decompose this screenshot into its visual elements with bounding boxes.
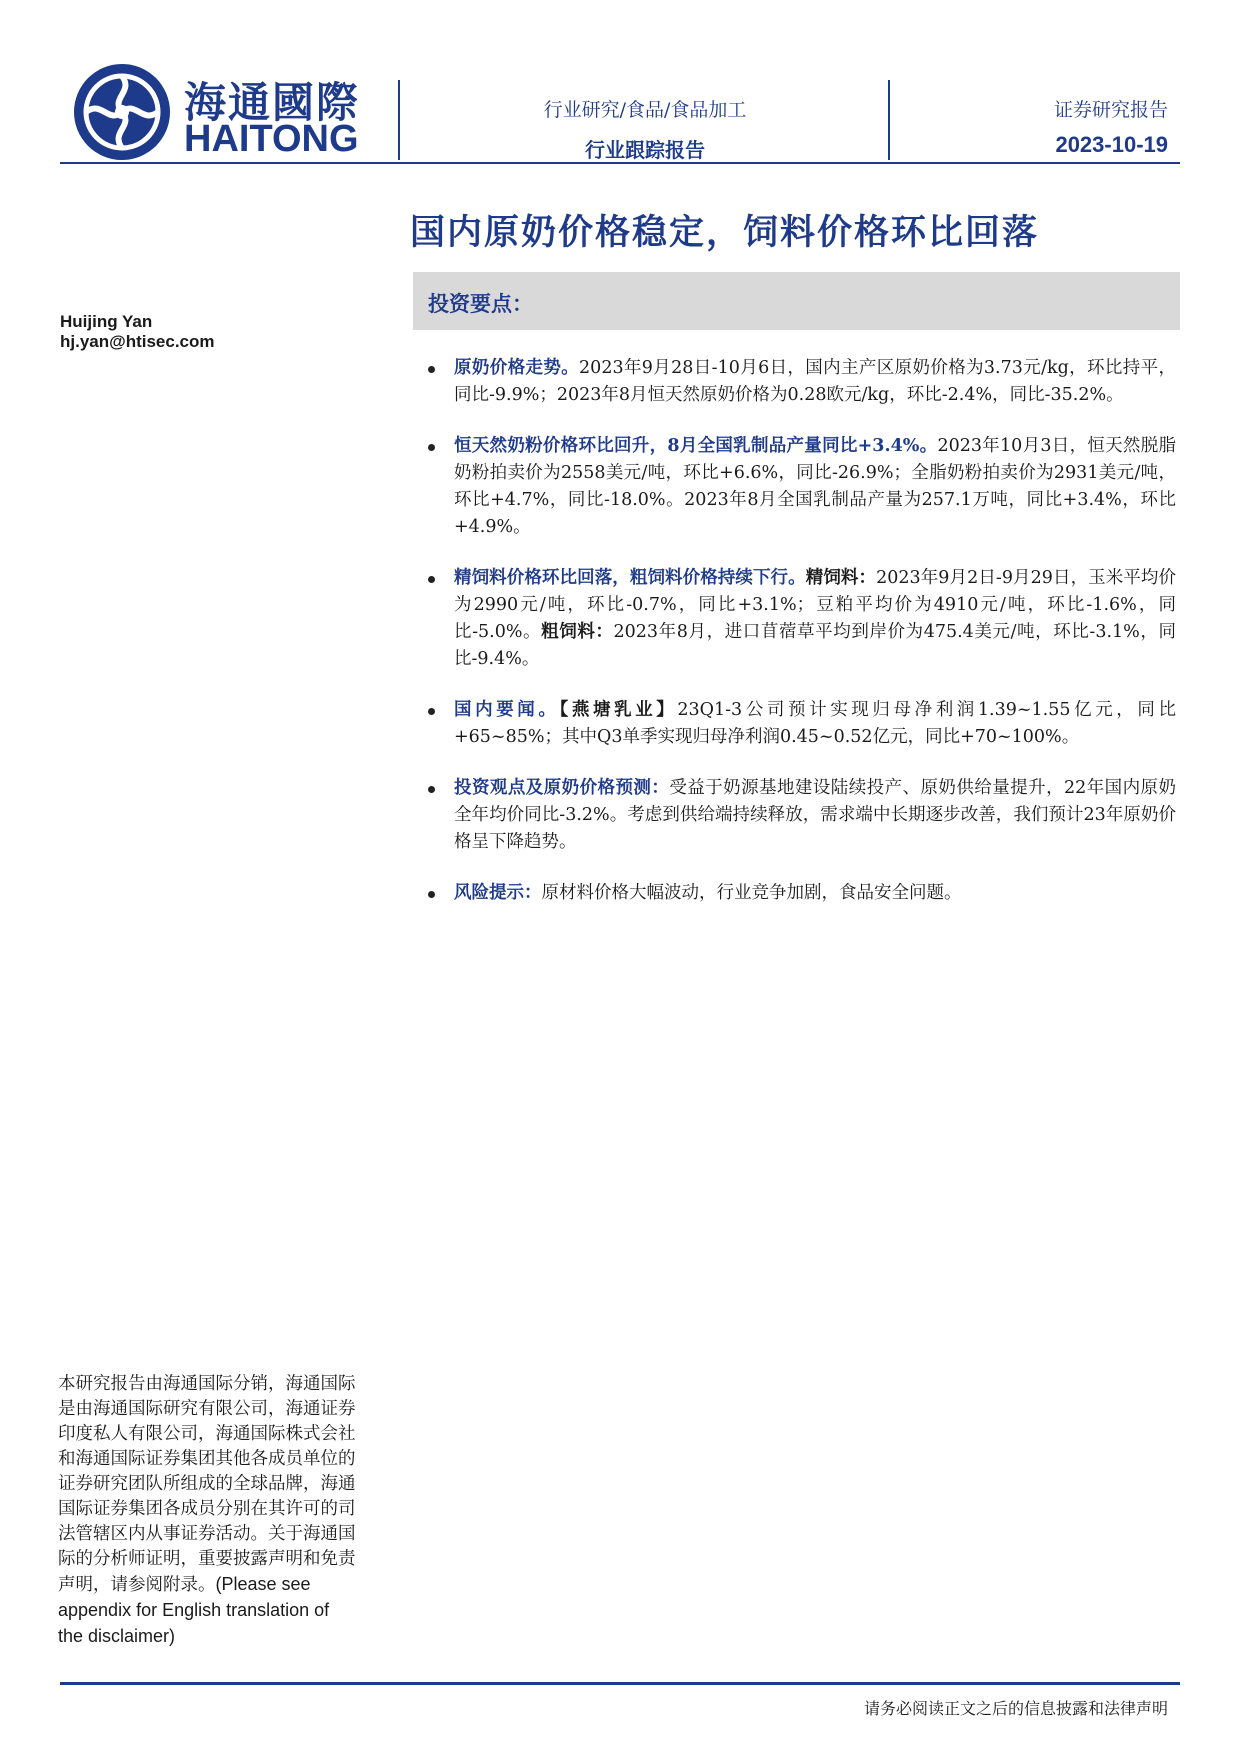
header-divider-1 bbox=[398, 80, 400, 160]
author-email[interactable]: hj.yan@htisec.com bbox=[60, 332, 215, 351]
bullet-text: 受益于奶源基地建设陆续投产、原奶供给量提升，22年国内原奶全年均价同比-3.2%。考虑到供给端持续释放，需求端中长期逐步改善，我们预计23年原奶价格呈下降趋势。 bbox=[454, 778, 1176, 852]
bullet-icon bbox=[428, 444, 435, 451]
bullet-icon bbox=[428, 576, 435, 583]
footer-notice: 请务必阅读正文之后的信息披露和法律声明 bbox=[863, 1699, 1168, 1718]
author-name: Huijing Yan bbox=[60, 312, 153, 331]
haitong-logo-icon bbox=[72, 62, 172, 162]
list-item bbox=[428, 433, 1176, 541]
bullet-lead: 风险提示： bbox=[454, 883, 542, 903]
bullet-lead: 恒天然奶粉价格环比回升，8月全国乳制品产量同比+3.4%。 bbox=[454, 436, 938, 456]
page-title: 国内原奶价格稳定，饲料价格环比回落 bbox=[410, 212, 1040, 253]
brand-name-en: HAITONG bbox=[184, 118, 359, 160]
bullet-text: 2023年9月28日-10月6日，国内主产区原奶价格为3.73元/kg，环比持平，同比-9.9%；2023年8月恒天然原奶价格为0.28欧元/kg，环比-2.4%，同比-35.2%。 bbox=[454, 358, 1177, 405]
bullet-text: 原材料价格大幅波动，行业竞争加剧，食品安全问题。 bbox=[541, 883, 962, 903]
bullet-lead: 精饲料价格环比回落，粗饲料价格持续下行。 bbox=[454, 568, 806, 588]
header-rule bbox=[60, 162, 1180, 164]
bullet-sublabel: 粗饲料： bbox=[541, 622, 614, 642]
report-date: 2023-10-19 bbox=[1055, 132, 1168, 157]
bullet-icon bbox=[428, 891, 435, 898]
bullet-sublabel: 【燕塘乳业】 bbox=[559, 700, 678, 720]
bullet-text: 2023年10月3日，恒天然脱脂奶粉拍卖价为2558美元/吨，环比+6.6%，同比-26.9%；全脂奶粉拍卖价为2931美元/吨，环比+4.7%，同比-18.0%。2023年8月全国乳制品产量为257.1万吨，同比+3.4%，环比+4.9%。 bbox=[454, 436, 1176, 537]
bullet-sublabel: 精饲料： bbox=[805, 568, 877, 588]
bullet-text: 23Q1-3公司预计实现归母净利润1.39~1.55亿元，同比+65~85%；其中Q3单季实现归母净利润0.45~0.52亿元，同比+70~100%。 bbox=[454, 700, 1177, 747]
list-item bbox=[428, 775, 1176, 856]
bullet-icon bbox=[428, 708, 435, 715]
list-item bbox=[428, 355, 1176, 409]
header-divider-2 bbox=[888, 80, 890, 160]
disclaimer-cn: 本研究报告由海通国际分销，海通国际是由海通国际研究有限公司，海通证券印度私人有限公司，海通国际株式会社和海通国际证券集团其他各成员单位的证券研究团队所组成的全球品牌，海通国际证券集团各成员分别在其许可的司法管辖区内从事证券活动。关于海通国际的分析师证明，重要披露声明和免责声明，请参阅附录。 bbox=[58, 1374, 356, 1595]
bullet-text: 2023年9月2日-9月29日，玉米平均价为2990元/吨，环比-0.7%，同比+3.1%；豆粕平均价为4910元/吨，环比-1.6%，同比-5.0%。 bbox=[454, 568, 1177, 642]
report-type: 证券研究报告 bbox=[1053, 99, 1168, 121]
bullet-icon bbox=[428, 786, 435, 793]
key-points-list bbox=[428, 355, 1176, 931]
footer-rule bbox=[60, 1682, 1180, 1685]
bullet-lead: 国内要闻。 bbox=[454, 700, 560, 720]
disclaimer-en: (Please see appendix for English translation of the disclaimer) bbox=[58, 1574, 330, 1646]
list-item bbox=[428, 565, 1176, 673]
bullet-icon bbox=[428, 366, 435, 373]
report-subtype: 行业跟踪报告 bbox=[585, 138, 705, 162]
list-item bbox=[428, 880, 1176, 907]
key-points-heading: 投资要点： bbox=[428, 291, 533, 316]
bullet-text: 2023年8月，进口苜蓿草平均到岸价为475.4美元/吨，环比-3.1%，同比-9.4%。 bbox=[454, 622, 1176, 669]
bullet-lead: 投资观点及原奶价格预测： bbox=[454, 778, 670, 798]
disclaimer bbox=[58, 1372, 358, 1650]
list-item bbox=[428, 697, 1176, 751]
report-category: 行业研究/食品/食品加工 bbox=[543, 99, 747, 121]
bullet-lead: 原奶价格走势。 bbox=[454, 358, 580, 378]
brand-name-cn: 海通國際 bbox=[184, 78, 361, 127]
